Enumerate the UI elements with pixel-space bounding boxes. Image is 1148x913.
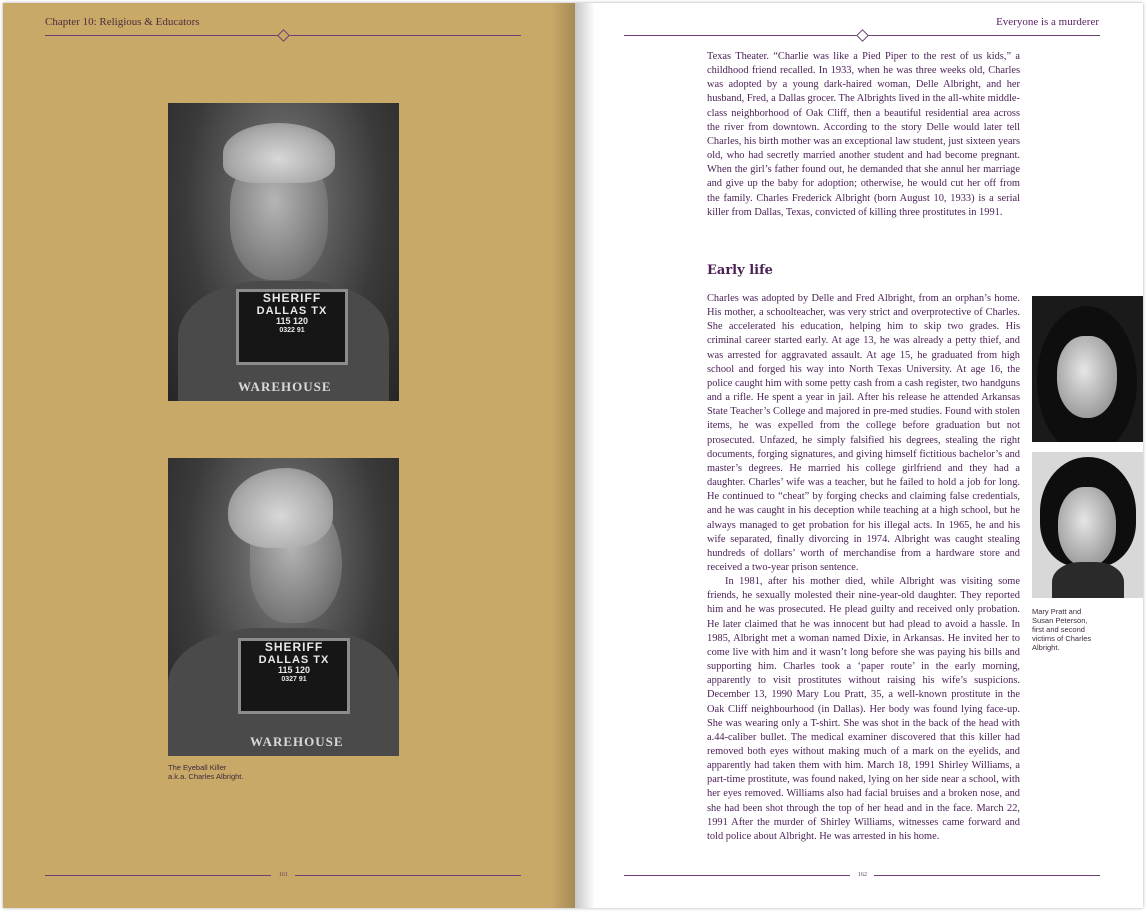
gutter-shadow-right — [575, 3, 595, 908]
caption-line: Mary Pratt and — [1032, 607, 1082, 616]
collar-shape — [1052, 562, 1124, 598]
shirt-print-text: WAREHOUSE — [250, 734, 344, 749]
section-heading: Early life — [707, 263, 773, 278]
placard-line-4: 0322 91 — [279, 327, 305, 335]
caption-line: a.k.a. Charles Albright. — [168, 772, 244, 781]
caption-line: victims of Charles — [1032, 634, 1092, 643]
caption-line: first and second — [1032, 625, 1085, 634]
hair-shape — [223, 123, 335, 183]
caption-line: Susan Peterson, — [1032, 616, 1088, 625]
placard-line-4: 0327 91 — [281, 676, 307, 684]
page-number-right: 162 — [858, 872, 867, 878]
running-head-left: Chapter 10: Religious & Educators — [45, 16, 200, 28]
placard-line-2: DALLAS TX — [256, 305, 328, 318]
page-number-left: 161 — [279, 872, 288, 878]
gutter-shadow-left — [551, 3, 575, 908]
photo-caption-right — [1032, 607, 1091, 652]
right-page — [575, 3, 1143, 908]
early-life-body — [707, 292, 1020, 844]
face-shape — [1057, 336, 1117, 418]
placard-line-1: SHERIFF — [262, 291, 322, 305]
diamond-ornament-right — [856, 29, 869, 42]
diamond-ornament-left — [277, 29, 290, 42]
running-head-right: Everyone is a murderer — [996, 16, 1099, 28]
caption-line: Albright. — [1032, 643, 1060, 652]
footer-rule-left-a — [45, 875, 271, 876]
face-shape — [1058, 487, 1116, 567]
victim-photo-2 — [1032, 452, 1143, 598]
intro-paragraph — [707, 50, 1020, 220]
left-page — [3, 3, 575, 908]
victim-photo-1 — [1032, 296, 1143, 442]
photo-caption-left — [168, 763, 243, 781]
footer-rule-right-b — [874, 875, 1100, 876]
paragraph-2: In 1981, after his mother died, while Albright was visiting some friends, he sexually molested their nine-year-old daughter. They reported him and he was prosecuted. He plead guilty and received only probation. He later claimed that he was innocent but had plead to avoid a hassle. In 1985, Albright met a woman named Dixie, in Arkansas. He invited her to come live with him and it wasn’t long before she was paying his bills and supporting him. Charles took a ‘paper route’ in the early morning, apparently to visit prostitutes without raising his wife’s suspicions. December 13, 1990 Mary Lou Pratt, 35, a well-known prostitute in the Oak Cliff neighbourhood (in Dallas). Her body was found lying face-up. She was wearing only a T-shirt. She was shot in the back of the head with a.44-caliber bullet. The medical examiner discovered that this killer had removed both eyes without making much of a mark on the eyelids, and apparently had taken them with him. March 18, 1991 Shirley Williams, a part-time prostitute, was found naked, lying on her side near a school, with her eyes removed. Williams also had facial bruises and a broken nose, and she had been shot through the top of her head and in the face. March 22, 1991 After the murder of Shirley Williams, witnesses came forward and told police about Albright. He was arrested in his home. — [707, 576, 1020, 842]
mugshot-front-photo — [168, 103, 399, 401]
placard-line-3: 115 120 — [275, 316, 309, 327]
paragraph-1: Charles was adopted by Delle and Fred Albright, from an orphan’s home. His mother, a schoolteacher, was very strict and overprotective of Charles. She accelerated his education, helping him to skip two grades. His criminal career started early. At age 13, he was already a petty thief, and was arrested for aggravated assault. At age 15, he graduated from high school and forged his way into North Texas University. At age 16, the police caught him with some petty cash from a cash register, two handguns and a rifle. He spent a year in jail. After his release he attended Arkansas State Teacher’s College and majored in pre-med studies. Found with stolen items, he was expelled from the college before graduation but not prosecuted. Unfazed, he simply falsified his degrees, stealing the right documents, forging signatures, and giving himself fictitious bachelor’s and master’s degrees. He married his college girlfriend and they had a daughter. Charles’ wife was a teacher, but he failed to hold a job for long. He continued to “cheat” by forging checks and claiming false credentials, and he was caught in his deception while teaching at a high school, but he always managed to get probation for his illegal acts. In 1965, he and his wife separated, finally divorcing in 1974. Albright was caught stealing hundreds of dollars’ worth of merchandise from a hardware store and received a two-year prison sentence. — [707, 293, 1020, 573]
mugshot-profile-photo — [168, 458, 399, 756]
book-spread — [3, 3, 1143, 908]
placard-line-2: DALLAS TX — [258, 654, 330, 667]
intro-paragraph-text: Texas Theater. “Charlie was like a Pied Piper to the rest of us kids,” a childhood friend recalled. In 1933, when he was three weeks old, Charles was adopted by a young dark-haired woman, Delle Albright, and her husband, Fred, a Dallas grocer. The Albrights lived in the all-white middle-class neighborhood of Oak Cliff, then a beautiful residential area across the river from downtown. According to the story Delle would later tell Charles, his birth mother was an exceptional law student, just sixteen years old, who had secretly married another student and had become pregnant. When the girl’s father found out, he demanded that she annul her marriage and give up the baby for adoption; otherwise, he would cut her off from the family. Charles Frederick Albright (born August 10, 1933) is a serial killer from Dallas, Texas, convicted of killing three prostitutes in 1991. — [707, 51, 1020, 218]
placard-line-1: SHERIFF — [264, 640, 324, 654]
footer-rule-right-a — [624, 875, 850, 876]
shirt-print-text: WAREHOUSE — [238, 379, 332, 394]
sheriff-placard — [238, 638, 350, 714]
placard-line-3: 115 120 — [277, 665, 311, 676]
footer-rule-left-b — [295, 875, 521, 876]
sheriff-placard — [236, 289, 348, 365]
hair-shape — [228, 468, 333, 548]
caption-line: The Eyeball Killer — [168, 763, 227, 772]
